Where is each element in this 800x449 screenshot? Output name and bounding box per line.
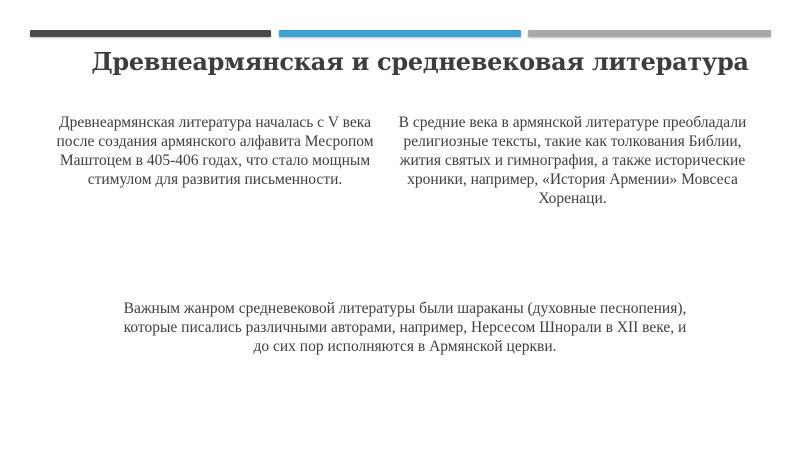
accent-bar-blue: [279, 30, 521, 37]
paragraph-medieval-literature: В средние века в армянской литературе преобладали религиозные тексты, такие как толкования Библии, жития святых и гимнография, а также исторические хроники, например, «История Армении» Мовсеса Хоренаци.: [398, 114, 747, 207]
paragraph-ancient-literature: Древнеармянская литература началась с V века после создания армянского алфавита Месропом Маштоцем в 405-406 годах, что стало мощным стимулом для развития письменности.: [56, 114, 374, 188]
slide-title: Древнеармянская и средневековая литература: [91, 47, 749, 76]
accent-bar-gray: [528, 30, 771, 37]
paragraph-sharakans: Важным жанром средневековой литературы были шараканы (духовные песнопения), которые писались различными авторами, например, Нерсесом Шнорали в XII веке, и до сих пор исполняются в Армянской церкви.: [123, 300, 687, 355]
accent-bar-dark: [30, 30, 271, 37]
